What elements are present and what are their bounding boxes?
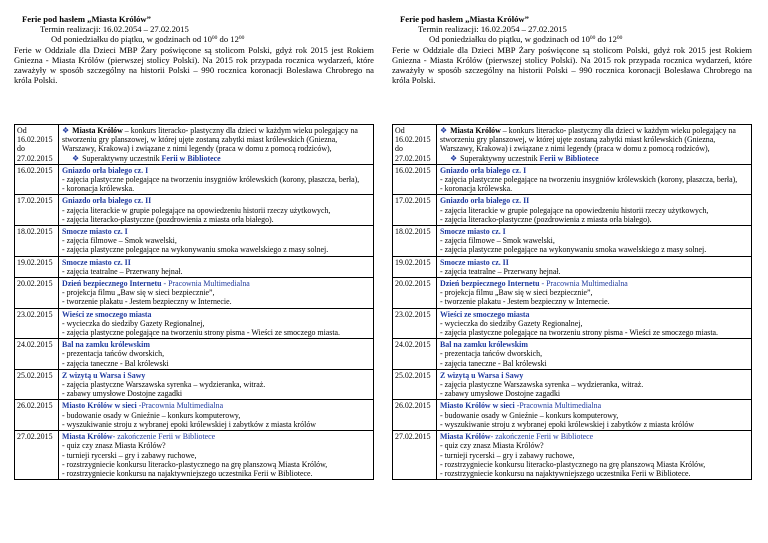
activity-cell bbox=[437, 278, 752, 309]
activity-title-suffix: -Pracownia Multimedialna bbox=[514, 401, 602, 411]
schedule-table bbox=[392, 124, 752, 480]
table-row bbox=[393, 308, 752, 339]
date-cell: 19.02.2015 bbox=[15, 256, 59, 277]
activity-cell bbox=[437, 226, 752, 257]
activity-line: - quiz czy znasz Miasta Królów? bbox=[62, 441, 166, 451]
activity-cell bbox=[437, 431, 752, 480]
table-row bbox=[15, 400, 374, 431]
date-cell: 24.02.2015 bbox=[15, 339, 59, 370]
activity-line: - turnieji rycerski – gry i zabawy ruchowe, bbox=[62, 450, 197, 460]
intro-paragraph: Ferie w Oddziale dla Dzieci MBP Żary poświęcone są stolicom Polski, gdyż rok 2015 jest Rokiem Gniezna - Miasta Królów (pierwszej stolicy Polski). Na 2015 rok przypada rocznica wydarzeń, które zaważyły w sposób szczególny na historii Polski – 990 rocznica koronacji Bolesława Chrobrego na króla Polski. bbox=[392, 44, 752, 86]
activity-title: Dzień bezpiecznego Internetu bbox=[440, 279, 540, 289]
activity-title: Z wizytą u Warsa i Sawy bbox=[62, 370, 146, 380]
activity-title: Miasta Królów bbox=[440, 432, 491, 442]
activity-title-suffix: - Pracownia Multimedialna bbox=[161, 279, 250, 289]
date-cell: 27.02.2015 bbox=[393, 431, 437, 480]
table-row bbox=[393, 278, 752, 309]
term-line: Termin realizacji: 16.02.2054 – 27.02.2015 bbox=[40, 24, 189, 35]
date-cell: 18.02.2015 bbox=[15, 226, 59, 257]
activity-line: - wyszukiwanie stroju z wybranej epoki królewskiej i zabytków z miasta królów bbox=[440, 419, 694, 429]
activity-line: - zajęcia literacko-plastyczne (pozdrowienia z miasta orła białego). bbox=[440, 214, 652, 224]
activity-title: Miasta Królów bbox=[62, 432, 113, 442]
date-cell: 18.02.2015 bbox=[393, 226, 437, 257]
activity-line: - zajęcia literackie w grupie polegające na opowiedzeniu historii rzeczy użytkowych, bbox=[62, 205, 331, 215]
page-header bbox=[14, 14, 374, 85]
activity-line: - prezentacja tańców dworskich, bbox=[62, 349, 165, 359]
activity-cell bbox=[437, 164, 752, 195]
activity-title: Miasto Królów w sieci bbox=[440, 401, 515, 411]
activity-line: - wycieczka do siedziby Gazety Regionalnej, bbox=[62, 318, 205, 328]
activity-title: Dzień bezpiecznego Internetu bbox=[62, 279, 162, 289]
activity-title-suffix: - zakończenie Ferii w Bibliotece bbox=[490, 432, 594, 442]
date-cell: 16.02.2015 bbox=[393, 164, 437, 195]
activity-cell bbox=[59, 256, 374, 277]
hours-line: Od poniedziałku do piątku, w godzinach od $10^{00}$ do $12^{00}$ bbox=[51, 34, 245, 45]
activity-title-suffix: - zakończenie Ferii w Bibliotece bbox=[112, 432, 216, 442]
intro-paragraph: Ferie w Oddziale dla Dzieci MBP Żary poświęcone są stolicom Polski, gdyż rok 2015 jest Rokiem Gniezna - Miasta Królów (pierwszej stolicy Polski). Na 2015 rok przypada rocznica wydarzeń, które zaważyły w sposób szczególny na historii Polski – 990 rocznica koronacji Bolesława Chrobrego na króla Polski. bbox=[14, 44, 374, 86]
activity-line: - tworzenie plakatu - Jestem bezpieczny w Internecie. bbox=[440, 297, 610, 307]
date-cell: 26.02.2015 bbox=[393, 400, 437, 431]
table-row bbox=[393, 164, 752, 195]
table-row bbox=[393, 369, 752, 400]
activity-line: - rozstrzygniecie konkursu literacko-plastycznego na grę planszową Miasta Królów, bbox=[440, 459, 706, 469]
page-left bbox=[14, 14, 374, 478]
date-cell: 23.02.2015 bbox=[393, 308, 437, 339]
activity-line: - zajęcia filmowe – Smok wawelski, bbox=[62, 236, 177, 246]
term-line: Termin realizacji: 16.02.2054 – 27.02.2015 bbox=[418, 24, 567, 35]
activity-cell bbox=[59, 431, 374, 480]
table-row bbox=[393, 431, 752, 480]
activity-line: - wyszukiwanie stroju z wybranej epoki królewskiej i zabytków z miasta królów bbox=[62, 419, 316, 429]
activity-line: - budowanie osady w Gnieźnie – konkurs komputerowy, bbox=[62, 410, 241, 420]
date-cell: 25.02.2015 bbox=[15, 369, 59, 400]
activity-line: - zajęcia plastyczne polegające na wykonywaniu smoka wawelskiego z masy solnej. bbox=[62, 245, 329, 255]
table-row bbox=[15, 431, 374, 480]
activity-line: - projekcja filmu „Baw się w sieci bezpiecznie”, bbox=[62, 288, 215, 298]
activity-line: - rozstrzygniecie konkursu literacko-plastycznego na grę planszową Miasta Królów, bbox=[62, 459, 328, 469]
activity-title: Wieści ze smoczego miasta bbox=[62, 309, 152, 319]
table-row bbox=[15, 256, 374, 277]
activity-line: - koronacja królewska. bbox=[62, 184, 135, 194]
activity-line: - zajęcia teatralne – Przerwany hejnał. bbox=[440, 266, 561, 276]
activity-title: Gniazdo orła białego cz. I bbox=[62, 165, 149, 175]
table-row bbox=[15, 369, 374, 400]
page-title: Ferie pod hasłem „Miasta Królów” bbox=[400, 14, 529, 24]
page-right bbox=[392, 14, 752, 478]
activity-title-suffix: - Pracownia Multimedialna bbox=[539, 279, 628, 289]
activity-line: - zajęcia taneczne - Bal królewski bbox=[440, 358, 547, 368]
activity-line: - zajęcia taneczne - Bal królewski bbox=[62, 358, 169, 368]
activity-cell bbox=[59, 400, 374, 431]
intro-cell: ❖ Miasta Królów – konkurs literacko- plastyczny dla dzieci w każdym wieku polegający na stworzeniu gry planszowej, w której ujęte zostaną zabytki miast królewskich (Gniezna, Warszawy, Krakowa) i związane z nimi legendy (praca w domu z pomocą rodziców), ❖ Superaktywny uczestnik Ferii w Bibliotece bbox=[59, 125, 374, 165]
schedule-table bbox=[14, 124, 374, 480]
activity-line: - zajęcia plastyczne polegające na tworzeniu insygniów królewskich (korony, płaszcza, berła), bbox=[440, 175, 738, 185]
date-cell: Od 16.02.2015 do 27.02.2015 bbox=[15, 125, 59, 165]
schedule-rows bbox=[393, 164, 752, 479]
date-cell: 20.02.2015 bbox=[393, 278, 437, 309]
date-cell: 17.02.2015 bbox=[393, 195, 437, 226]
date-cell: 27.02.2015 bbox=[15, 431, 59, 480]
activity-title: Smocze miasto cz. I bbox=[62, 227, 128, 237]
activity-title: Smocze miasto cz. I bbox=[440, 227, 506, 237]
date-cell: 20.02.2015 bbox=[15, 278, 59, 309]
table-row bbox=[15, 308, 374, 339]
activity-line: - zajęcia plastyczne polegające na tworzeniu strony pisma - Wieści ze smoczego miasta. bbox=[440, 328, 719, 338]
activity-title: Gniazdo orła białego cz. II bbox=[62, 196, 152, 206]
activity-cell bbox=[59, 164, 374, 195]
table-row bbox=[15, 164, 374, 195]
date-cell: 16.02.2015 bbox=[15, 164, 59, 195]
activity-line: - zajęcia literacko-plastyczne (pozdrowienia z miasta orła białego). bbox=[62, 214, 274, 224]
activity-cell bbox=[59, 278, 374, 309]
activity-line: - zabawy umysłowe Dostojne zagadki bbox=[62, 389, 183, 399]
diamond-bullet-icon: ❖ bbox=[62, 126, 70, 135]
activity-title: Wieści ze smoczego miasta bbox=[440, 309, 530, 319]
activity-title: Smocze miasto cz. II bbox=[62, 257, 131, 267]
activity-title: Gniazdo orła białego cz. I bbox=[440, 165, 527, 175]
activity-line: - zajęcia plastyczne polegające na tworzeniu insygniów królewskich (korony, płaszcza, berła), bbox=[62, 175, 360, 185]
page-header bbox=[392, 14, 752, 85]
page-title: Ferie pod hasłem „Miasta Królów” bbox=[22, 14, 151, 24]
hours-line: Od poniedziałku do piątku, w godzinach od $10^{00}$ do $12^{00}$ bbox=[429, 34, 623, 45]
activity-title: Smocze miasto cz. II bbox=[440, 257, 509, 267]
activity-line: - zajęcia plastyczne polegające na wykonywaniu smoka wawelskiego z masy solnej. bbox=[440, 245, 707, 255]
activity-line: - koronacja królewska. bbox=[440, 184, 513, 194]
date-cell: 17.02.2015 bbox=[15, 195, 59, 226]
table-row bbox=[15, 226, 374, 257]
date-cell: 26.02.2015 bbox=[15, 400, 59, 431]
activity-line: - rozstrzygniecie konkursu na najaktywniejszego uczestnika Ferii w Bibliotece. bbox=[440, 468, 691, 478]
table-row bbox=[15, 339, 374, 370]
table-row bbox=[15, 278, 374, 309]
activity-line: - zajęcia teatralne – Przerwany hejnał. bbox=[62, 266, 183, 276]
activity-title: Z wizytą u Warsa i Sawy bbox=[440, 370, 524, 380]
activity-line: - prezentacja tańców dworskich, bbox=[440, 349, 543, 359]
activity-line: - tworzenie plakatu - Jestem bezpieczny w Internecie. bbox=[62, 297, 232, 307]
table-row bbox=[15, 195, 374, 226]
table-row bbox=[393, 400, 752, 431]
activity-cell bbox=[59, 226, 374, 257]
diamond-bullet-icon: ❖ bbox=[72, 153, 80, 163]
activity-line: - zajęcia plastyczne polegające na tworzeniu strony pisma - Wieści ze smoczego miasta. bbox=[62, 328, 341, 338]
activity-line: - rozstrzygniecie konkursu na najaktywniejszego uczestnika Ferii w Bibliotece. bbox=[62, 468, 313, 478]
activity-line: - wycieczka do siedziby Gazety Regionalnej, bbox=[440, 318, 583, 328]
activity-cell bbox=[59, 195, 374, 226]
activity-cell bbox=[437, 256, 752, 277]
date-cell: 24.02.2015 bbox=[393, 339, 437, 370]
activity-line: - budowanie osady w Gnieźnie – konkurs komputerowy, bbox=[440, 410, 619, 420]
activity-title: Bal na zamku królewskim bbox=[62, 340, 150, 350]
activity-line: - quiz czy znasz Miasta Królów? bbox=[440, 441, 544, 451]
activity-cell bbox=[59, 339, 374, 370]
activity-line: - zajęcia literackie w grupie polegające na opowiedzeniu historii rzeczy użytkowych, bbox=[440, 205, 709, 215]
activity-title-suffix: -Pracownia Multimedialna bbox=[136, 401, 224, 411]
activity-cell bbox=[59, 369, 374, 400]
diamond-bullet-icon: ❖ bbox=[440, 126, 448, 135]
activity-title: Miasto Królów w sieci bbox=[62, 401, 137, 411]
date-cell: Od 16.02.2015 do 27.02.2015 bbox=[393, 125, 437, 165]
activity-cell bbox=[437, 195, 752, 226]
table-row bbox=[393, 339, 752, 370]
date-cell: 23.02.2015 bbox=[15, 308, 59, 339]
date-cell: 25.02.2015 bbox=[393, 369, 437, 400]
table-row bbox=[393, 195, 752, 226]
activity-cell bbox=[437, 369, 752, 400]
diamond-bullet-icon: ❖ bbox=[450, 153, 458, 163]
activity-cell bbox=[437, 308, 752, 339]
activity-cell bbox=[437, 339, 752, 370]
activity-cell bbox=[59, 308, 374, 339]
activity-line: - zajęcia plastyczne Warszawska syrenka – wydzieranka, witraż. bbox=[440, 380, 644, 390]
activity-line: - zajęcia plastyczne Warszawska syrenka – wydzieranka, witraż. bbox=[62, 380, 266, 390]
activity-line: - projekcja filmu „Baw się w sieci bezpiecznie”, bbox=[440, 288, 593, 298]
activity-line: - turnieji rycerski – gry i zabawy ruchowe, bbox=[440, 450, 575, 460]
table-row bbox=[393, 226, 752, 257]
table-row bbox=[393, 256, 752, 277]
schedule-rows bbox=[15, 164, 374, 479]
activity-cell bbox=[437, 400, 752, 431]
table-row bbox=[393, 125, 752, 165]
activity-title: Gniazdo orła białego cz. II bbox=[440, 196, 530, 206]
activity-line: - zabawy umysłowe Dostojne zagadki bbox=[440, 389, 561, 399]
activity-title: Bal na zamku królewskim bbox=[440, 340, 528, 350]
intro-cell: ❖ Miasta Królów – konkurs literacko- plastyczny dla dzieci w każdym wieku polegający na stworzeniu gry planszowej, w której ujęte zostaną zabytki miast królewskich (Gniezna, Warszawy, Krakowa) i związane z nimi legendy (praca w domu z pomocą rodziców), ❖ Superaktywny uczestnik Ferii w Bibliotece bbox=[437, 125, 752, 165]
date-cell: 19.02.2015 bbox=[393, 256, 437, 277]
table-row bbox=[15, 125, 374, 165]
activity-line: - zajęcia filmowe – Smok wawelski, bbox=[440, 236, 555, 246]
